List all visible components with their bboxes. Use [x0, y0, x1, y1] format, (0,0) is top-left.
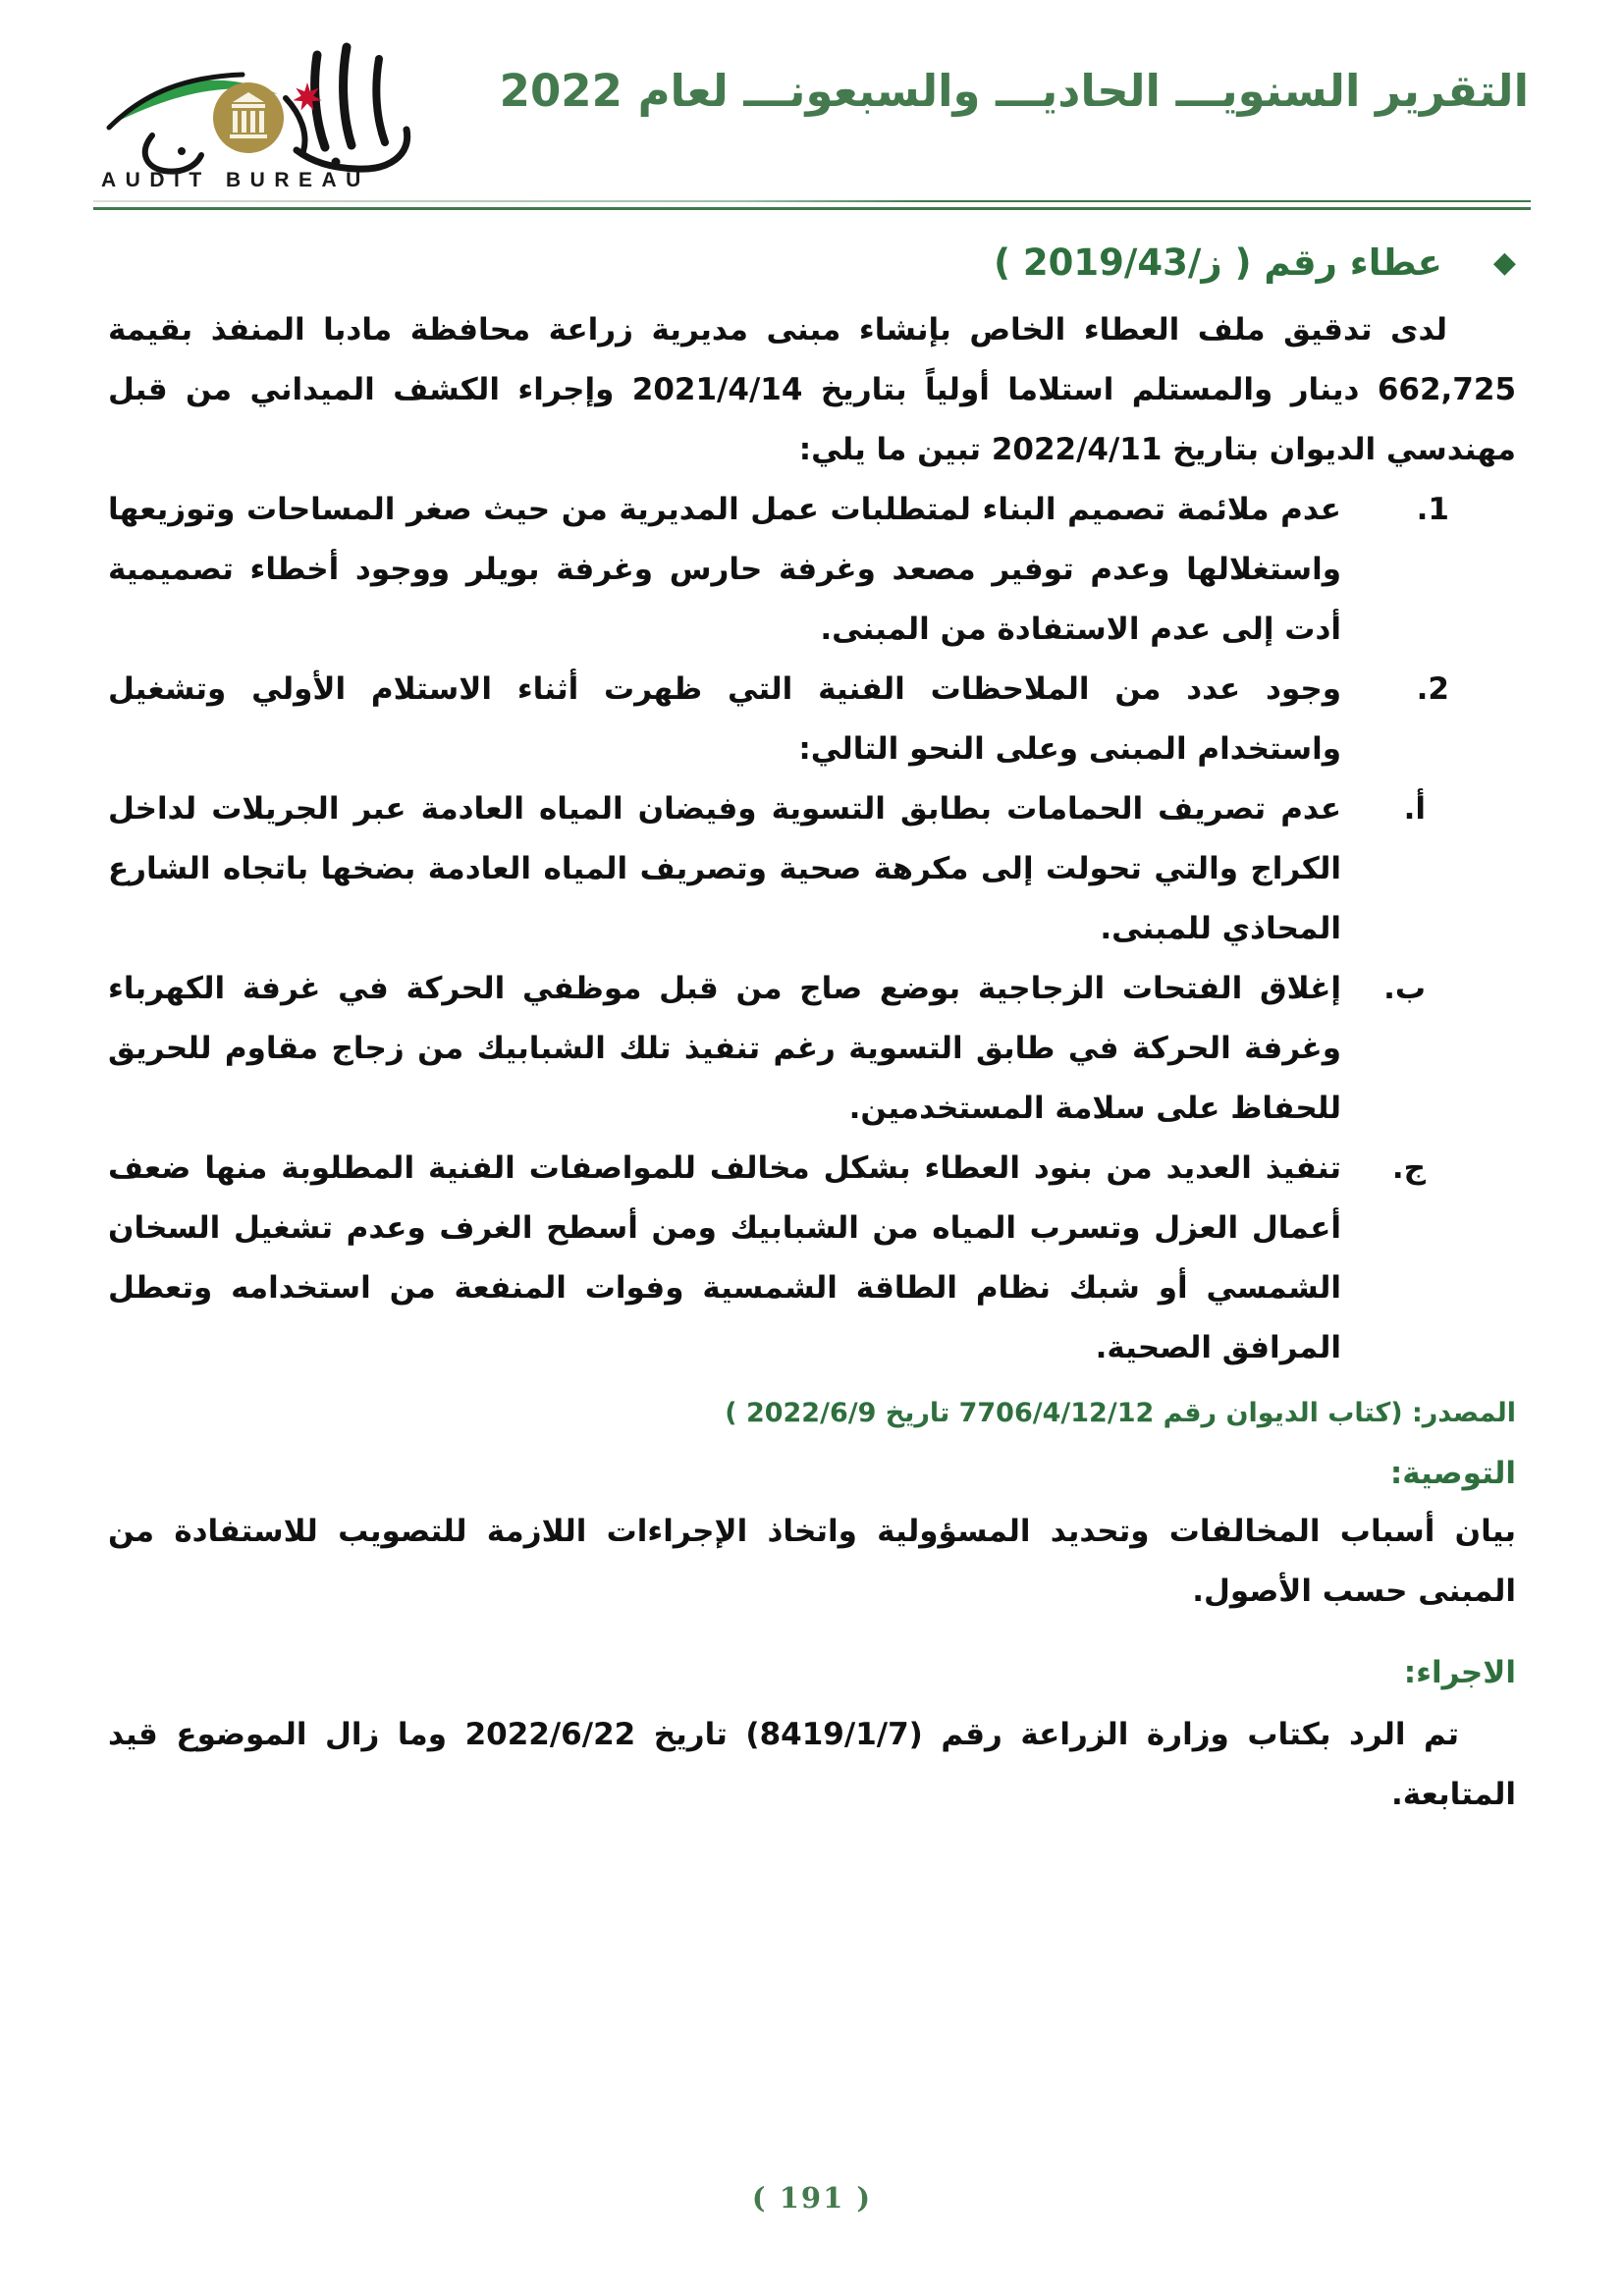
source-line: المصدر: (كتاب الديوان رقم 7706/4/12/12 تاريخ 2022/6/9 ) — [725, 1398, 1516, 1428]
sub-finding-item-a — [108, 779, 1516, 959]
sub-finding-text: عدم تصريف الحمامات بطابق التسوية وفيضان المياه العادمة عبر الجريلات لداخل الكراج والتي تحولت إلى مكرهة صحية وتصريف المياه العادمة بضخها باتجاه الشارع المحاذي للمبنى. — [108, 791, 1341, 946]
sub-finding-text: تنفيذ العديد من بنود العطاء بشكل مخالف للمواصفات الفنية المطلوبة منها ضعف أعمال العزل وتسرب المياه من الشبابيك ومن أسطح الغرف وعدم تشغيل السخان الشمسي أو شبك نظام الطاقة الشمسية وفوات المنفعة من استخدامه وتعطل المرافق الصحية. — [108, 1150, 1341, 1365]
sub-finding-marker: ج. — [1391, 1150, 1426, 1186]
recommendation-text: بيان أسباب المخالفات وتحديد المسؤولية واتخاذ الإجراءات اللازمة للتصويب للاستفادة من المبنى حسب الأصول. — [108, 1514, 1516, 1609]
finding-text: وجود عدد من الملاحظات الفنية التي ظهرت أثناء الاستلام الأولي وتشغيل واستخدام المبنى وعلى النحو التالي: — [108, 671, 1341, 767]
tender-heading — [108, 240, 1516, 287]
finding-item-1 — [108, 480, 1516, 660]
recommendation-heading: التوصية: — [1389, 1456, 1516, 1491]
finding-marker: 1. — [1416, 492, 1449, 527]
main-content — [108, 240, 1516, 1825]
header — [93, 0, 1531, 190]
intro-paragraph: لدى تدقيق ملف العطاء الخاص بإنشاء مبنى مديرية زراعة محافظة مادبا المنفذ بقيمة 662,725 دينار والمستلم استلاما أولياً بتاريخ 2021/4/14 وإجراء الكشف الميداني من قبل مهندسي الديوان بتاريخ 2022/4/11 تبين ما يلي: — [108, 312, 1517, 467]
logo-wordmark: AUDIT BUREAU — [101, 169, 370, 190]
finding-marker: 2. — [1416, 671, 1449, 707]
report-title: التقرير السنويـــ الحاديـــ والسبعونـــ لعام 2022 — [499, 65, 1529, 117]
sub-finding-item-c — [108, 1139, 1516, 1378]
sub-finding-item-b — [108, 959, 1516, 1139]
action-heading: الاجراء: — [1403, 1655, 1516, 1690]
action-text: تم الرد بكتاب وزارة الزراعة رقم (8419/1/7) تاريخ 2022/6/22 وما زال الموضوع قيد المتابعة. — [108, 1717, 1516, 1812]
sub-finding-marker: أ. — [1403, 791, 1426, 827]
finding-item-2 — [108, 660, 1516, 779]
sub-finding-marker: ب. — [1383, 971, 1426, 1006]
diamond-icon: ◆ — [1492, 245, 1516, 280]
finding-text: عدم ملائمة تصميم البناء لمتطلبات عمل المديرية من حيث صغر المساحات وتوزيعها واستغلالها وعدم توفير مصعد وغرفة حارس وغرفة بويلر ووجود أخطاء تصميمية أدت إلى عدم الاستفادة من المبنى. — [108, 492, 1341, 647]
audit-bureau-logo — [93, 41, 427, 190]
page-number: ( 191 ) — [751, 2181, 873, 2215]
header-divider — [93, 200, 1531, 210]
tender-heading-text: عطاء رقم ( ز/2019/43 ) — [994, 241, 1442, 284]
logo-gold-emblem — [213, 82, 284, 153]
sub-finding-text: إغلاق الفتحات الزجاجية بوضع صاج من قبل موظفي الحركة في غرفة الكهرباء وغرفة الحركة في طابق التسوية رغم تنفيذ تلك الشبابيك من زجاج مقاوم للحريق للحفاظ على سلامة المستخدمين. — [108, 971, 1341, 1126]
